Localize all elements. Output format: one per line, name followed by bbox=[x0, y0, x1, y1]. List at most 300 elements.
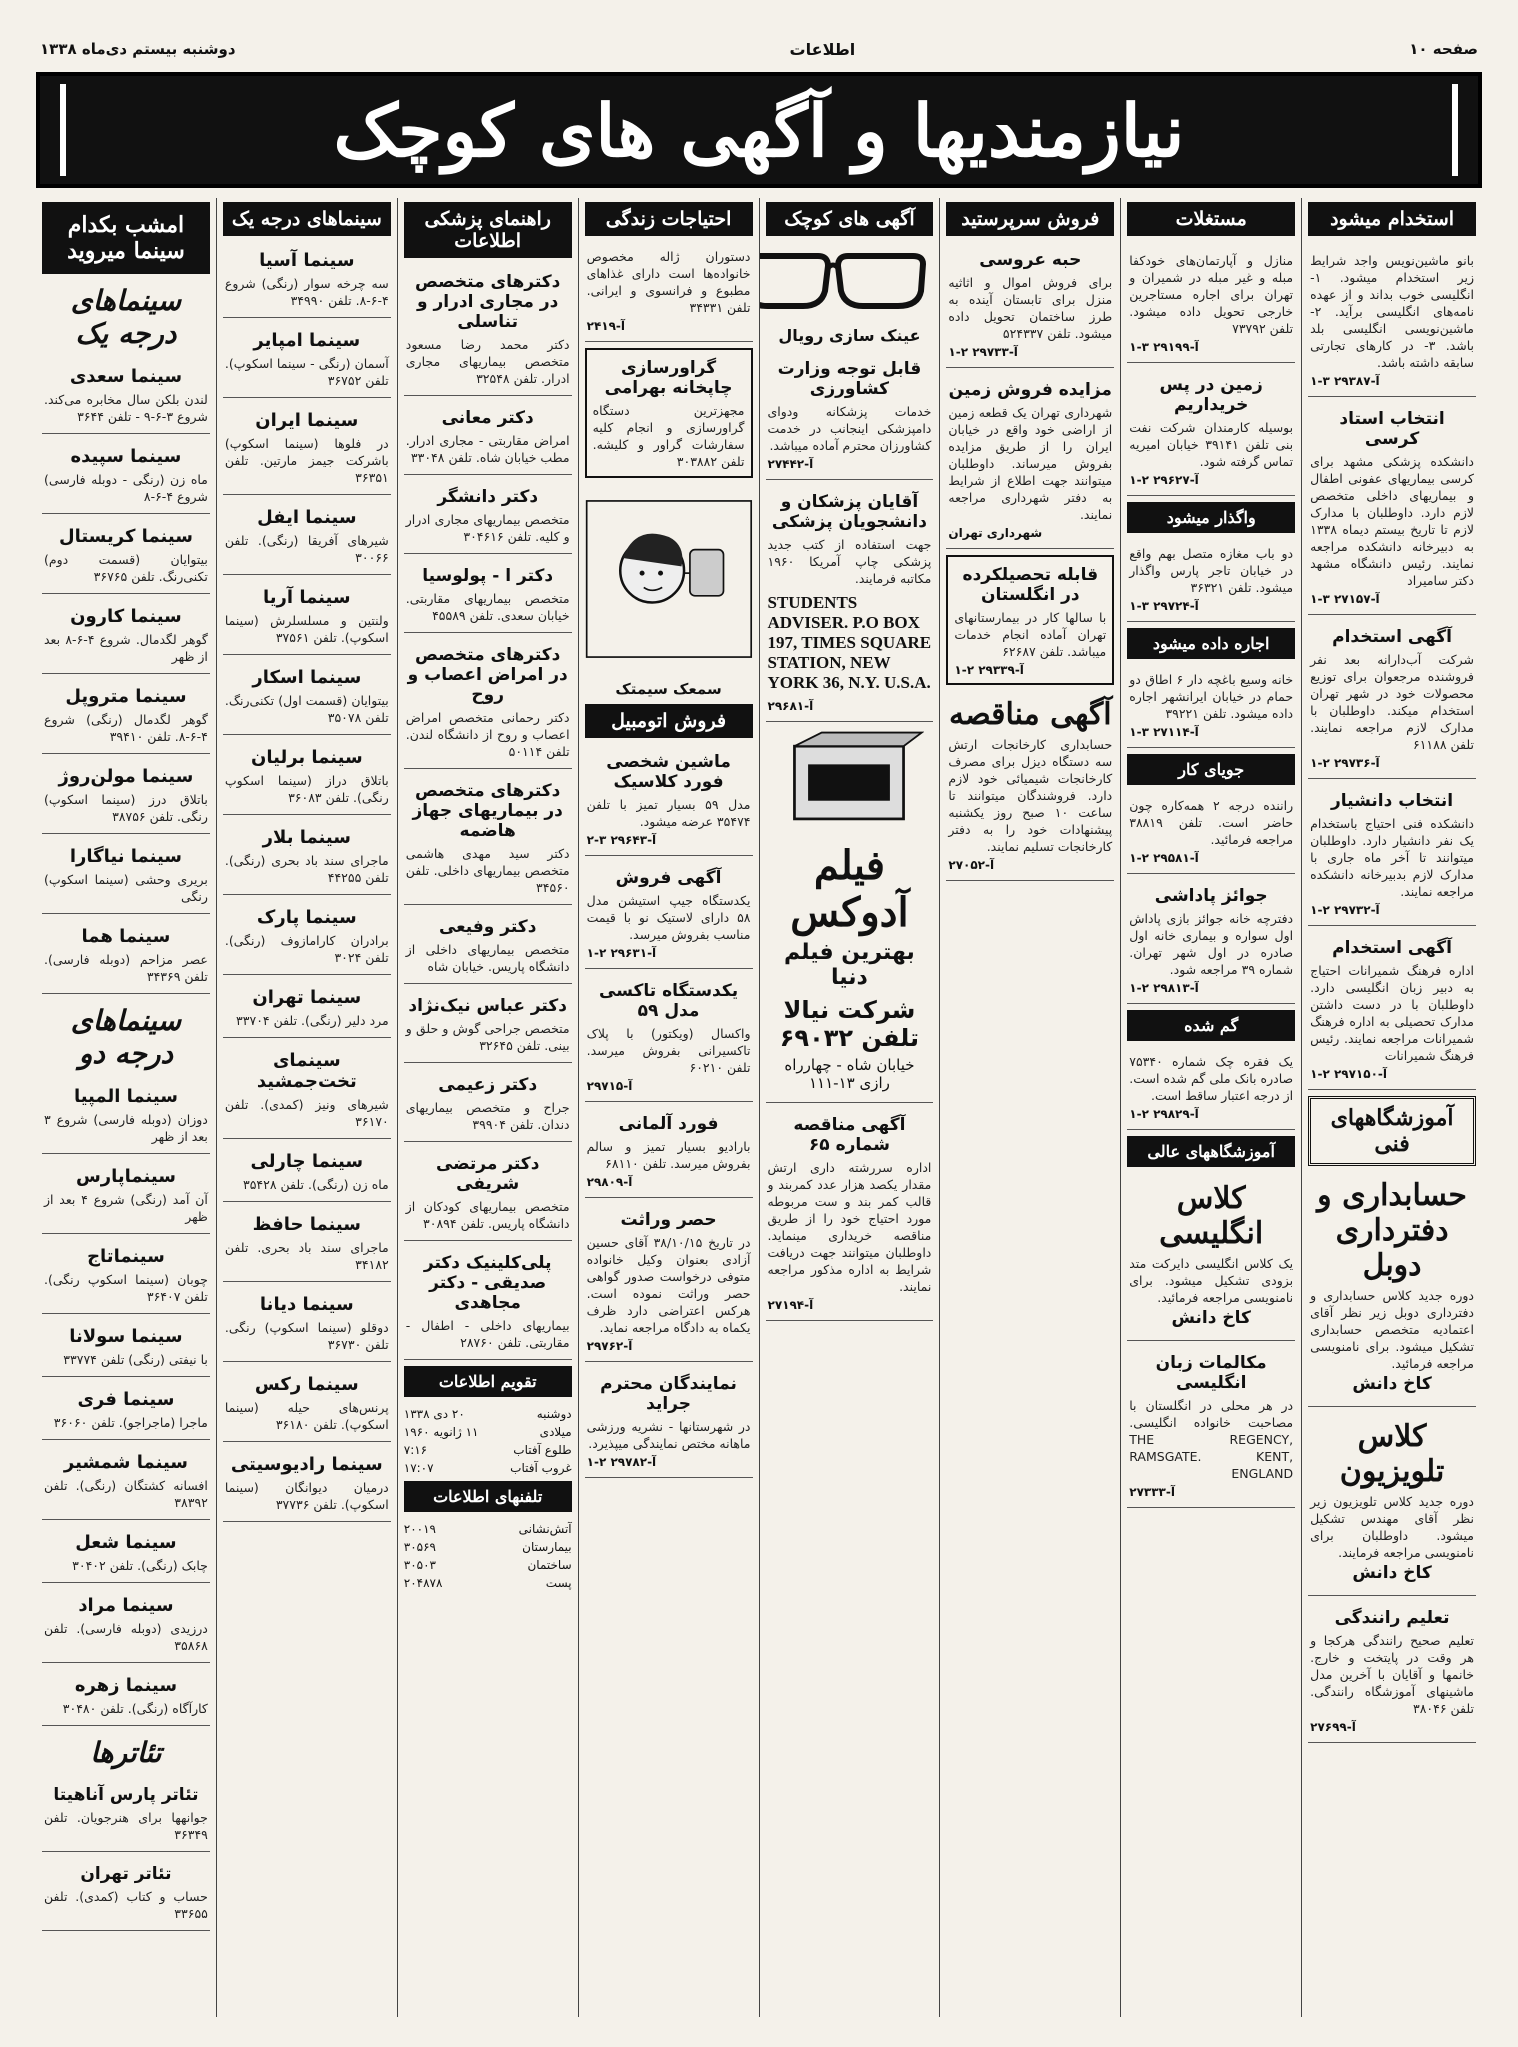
doctor-listing bbox=[404, 990, 572, 1063]
ad-number: آ-۲۹۷۳۲ ۲-۱ bbox=[1310, 903, 1380, 917]
theatres-header: تئاترها bbox=[90, 1736, 162, 1769]
ad-body: بارادیو بسیار تمیز و سالم بفروش میرسد. تلفن ۶۸۱۱۰ bbox=[586, 1139, 751, 1171]
cinema-name: سینما شمشیر bbox=[63, 1452, 188, 1473]
cinema-details: ماجرا (ماجراجو). تلفن ۳۶۰۶۰ bbox=[53, 1415, 208, 1430]
phone-row bbox=[404, 1574, 572, 1592]
classified-ad bbox=[1127, 667, 1295, 748]
doctor-name: دکتر ا - پولوسیا bbox=[422, 566, 554, 586]
classified-ad bbox=[946, 374, 1114, 549]
cinema-name: سینما بلار bbox=[262, 827, 351, 848]
cinema-listing bbox=[223, 244, 391, 318]
cinema-name: سینمای تخت‌جمشید bbox=[256, 1050, 357, 1092]
column-cinemas-one bbox=[216, 198, 397, 2017]
ad-title: آگهی مناقصه شماره ۶۵ bbox=[793, 1115, 906, 1155]
banner-decoration bbox=[60, 84, 66, 176]
column-necessities bbox=[578, 198, 759, 2017]
ad-number: آ-۲۷۱۹۴ bbox=[767, 1298, 814, 1312]
cinema-details: کارآگاه (رنگی). تلفن ۳۰۴۸۰ bbox=[62, 1701, 208, 1716]
ad-title: قابله تحصیلکرده در انگلستان bbox=[962, 565, 1099, 605]
ad-number: آ-۲۷۰۵۲ bbox=[948, 858, 995, 872]
ad-number: آ-۲۹۶۴۳ ۳-۲ bbox=[586, 833, 657, 847]
doctor-details: امراض مقاربتی - مجاری ادرار. مطب خیابان شاه. تلفن ۳۳۰۴۸ bbox=[405, 433, 570, 465]
cinema-listing bbox=[42, 1080, 210, 1154]
ad-number: آ-۲۹۸۱۳ ۲-۱ bbox=[1129, 981, 1199, 995]
doctor-name: پلی‌کلینیک دکتر صدیقی - دکتر مجاهدی bbox=[423, 1253, 552, 1313]
ad-title: قابل توجه وزارت کشاورزی bbox=[777, 359, 922, 399]
cinema-listing bbox=[42, 1320, 210, 1377]
ad-body: مجهزترین دستگاه گراورسازی و انجام کلیه سفارشات گراور و کلیشه. تلفن ۳۰۳۸۸۲ bbox=[592, 403, 745, 469]
ad-body: تعلیم صحیح رانندگی هرکجا و هر وقت در پایتخت و خارج. خانمها و آقایان با آخرین مدل ماشینهای آموزشگاه رانندگی. تلفن ۳۸۰۴۶ bbox=[1310, 1633, 1474, 1716]
cinema-name: سینما ایفل bbox=[257, 507, 357, 528]
column-real-estate bbox=[1120, 198, 1301, 2017]
cinema-name: سینما المپیا bbox=[73, 1086, 178, 1107]
cinema-details: پرنس‌های حیله (سینما اسکوپ). تلفن ۳۶۱۸۰ bbox=[224, 1400, 389, 1432]
column-small-ads bbox=[759, 198, 940, 2017]
theatre-name: تئاتر پارس آناهیتا bbox=[53, 1785, 199, 1805]
doctor-name: دکتر وفیعی bbox=[438, 917, 537, 937]
ad-body: شهرداری تهران یک قطعه زمین از اراضی خود واقع در خیابان ایران را از طریق مزایده بفروش میرساند. داوطلبان میتوانند جهت اطلاع از شرایط به دفتر شهرداری مراجعه نمایند. bbox=[948, 405, 1113, 522]
cinema-name: سینما رکس bbox=[254, 1374, 359, 1395]
film-company: شرکت نیالا تلفن ۶۹۰۳۲ bbox=[779, 996, 920, 1052]
cinema-details: دوقلو (سینما اسکوپ) رنگی. تلفن ۳۶۷۳۰ bbox=[224, 1320, 389, 1352]
cinema-details: گوهر لگدمال. شروع ۴-۶-۸ بعد از ظهر bbox=[44, 632, 208, 664]
cinema-listing bbox=[223, 581, 391, 655]
cinema-listing bbox=[42, 600, 210, 674]
doctor-details: جراح و متخصص بیماریهای دندان. تلفن ۳۹۹۰۴ bbox=[405, 1100, 570, 1132]
cinema-name: سینما مولن‌روژ bbox=[58, 766, 194, 787]
lost-header: گم شده bbox=[1127, 1010, 1295, 1041]
film-brand: فیلم آدوکس bbox=[790, 842, 909, 936]
classified-ad bbox=[585, 348, 753, 478]
cinema-name: سینما رادیوسیتی bbox=[230, 1454, 383, 1475]
theatre-listing bbox=[42, 1779, 210, 1852]
calendar-header: تقویم اطلاعات bbox=[404, 1366, 572, 1397]
doctor-listing bbox=[404, 266, 572, 396]
phone-row bbox=[404, 1556, 572, 1574]
cinema-listing bbox=[223, 661, 391, 735]
ad-body: خانه وسیع باغچه دار ۶ اطاق دو حمام در خیابان ایرانشهر اجاره داده میشود. تلفن ۳۹۲۲۱ bbox=[1129, 672, 1294, 721]
ad-title: یکدستگاه تاکسی مدل ۵۹ bbox=[599, 981, 739, 1021]
ad-body: حسابداری کارخانجات ارتش سه دستگاه دیزل برای مصرف کارخانجات شیمیائی خود لازم دارد. فروشندگان میتوانند تا ساعت ۱۰ صبح روز یکشنبه پیشنهادات خود را به دفتر کارخانجات تسلیم نمایند. bbox=[948, 737, 1113, 854]
doctor-details: دکتر رحمانی متخصص امراض اعصاب و روح از دانشگاه لندن. تلفن ۵۰۱۱۴ bbox=[405, 710, 570, 759]
cinema-details: لندن بلکن سال مخابره می‌کند. شروع ۳-۶-۹ - تلفن ۳۶۴۴ bbox=[44, 392, 208, 424]
doctor-name: دکتر دانشگر bbox=[437, 487, 539, 507]
ad-body: واکسال (ویکتور) با پلاک تاکسیرانی بفروش میرسد. تلفن ۶۰۲۱۰ bbox=[586, 1026, 751, 1075]
cinema-listing bbox=[223, 1145, 391, 1202]
cinema-details: با نیفتی (رنگی) تلفن ۳۳۷۷۴ bbox=[63, 1352, 208, 1367]
calendar-row bbox=[404, 1405, 572, 1423]
cinema-name: سینماپارس bbox=[75, 1166, 176, 1187]
classified-ad bbox=[946, 691, 1114, 881]
cinema-details: چابک (رنگی). تلفن ۳۰۴۰۲ bbox=[72, 1558, 208, 1573]
ad-number: آ-۲۷۳۳۳ bbox=[1129, 1485, 1175, 1499]
school-ad bbox=[1127, 1175, 1295, 1341]
ad-number: آ-۲۹۸۰۹ bbox=[586, 1175, 633, 1189]
lease-header: اجاره داده میشود bbox=[1127, 628, 1295, 659]
cinema-details: شیرهای آفریقا (رنگی). تلفن ۳۰۰۶۶ bbox=[224, 533, 389, 565]
cinema-listing bbox=[223, 901, 391, 975]
classified-ad bbox=[1127, 541, 1295, 622]
classified-ad bbox=[1308, 932, 1476, 1090]
cinema-name: سینما تهران bbox=[252, 987, 362, 1008]
doctor-listing bbox=[404, 1069, 572, 1142]
cinema-listing bbox=[42, 1160, 210, 1234]
cinema-details: چوبان (سینما اسکوپ رنگی). تلفن ۳۶۴۰۷ bbox=[44, 1272, 208, 1304]
cinema-listing bbox=[223, 821, 391, 895]
doctor-listing bbox=[404, 1247, 572, 1360]
ad-title: کلاس تلویزیون bbox=[1339, 1419, 1445, 1489]
calendar-key: میلادی bbox=[539, 1425, 572, 1439]
ad-title: آگهی فروش bbox=[615, 868, 722, 888]
cinema-name: سینما ایران bbox=[255, 410, 359, 431]
doctor-listing bbox=[404, 1148, 572, 1241]
phone-row bbox=[404, 1538, 572, 1556]
classified-ad bbox=[1308, 403, 1476, 615]
classified-ad bbox=[585, 862, 753, 969]
calendar-key: دوشنبه bbox=[536, 1407, 572, 1421]
doctor-listing bbox=[404, 775, 572, 905]
doctor-details: دکتر محمد رضا مسعود متخصص بیماریهای مجاری ادرار. تلفن ۳۲۵۴۸ bbox=[405, 337, 570, 386]
cinema-listing bbox=[223, 324, 391, 398]
cinema-name: سینما آسیا bbox=[259, 250, 355, 271]
cinema-name: سینما شعل bbox=[75, 1532, 177, 1553]
cinema-listing bbox=[42, 1526, 210, 1583]
cinema-details: درمیان دیوانگان (سینما اسکوپ). تلفن ۳۷۷۳۶ bbox=[224, 1480, 389, 1512]
ad-title: حصر وراثت bbox=[620, 1210, 717, 1230]
doctor-name: دکتر معانی bbox=[441, 408, 534, 428]
doctor-details: متخصص بیماریهای کودکان از دانشگاه پاریس. تلفن ۳۰۸۹۴ bbox=[405, 1199, 570, 1231]
ad-title: انتخاب دانشیار bbox=[1330, 791, 1454, 811]
cinemas-one-header: سینماهای درجه یک bbox=[223, 202, 391, 236]
ad-body: بانو ماشین‌نویس واجد شرایط زیر استخدام میشود. ۱- انگلیسی خوب بداند و از عهده نامه‌های انگلیسی برآید. ۲- ماشین‌نویسی انگلیسی بلد باشد. ۳- در کارهای تجارتی سابقه داشته باشد. bbox=[1310, 253, 1474, 370]
classified-ad bbox=[1127, 1049, 1295, 1130]
cinema-details: باتلاق درز (سینما اسکوپ) رنگی. تلفن ۳۸۷۵۶ bbox=[44, 792, 208, 824]
doctor-details: متخصص بیماریهای مقاربتی. خیابان سعدی. تلفن ۴۵۵۸۹ bbox=[405, 591, 570, 623]
film-advert bbox=[766, 832, 934, 1103]
classified-columns bbox=[36, 198, 1482, 2017]
doctor-details: دکتر سید مهدی هاشمی متخصص بیماریهای داخلی. تلفن ۳۴۵۶۰ bbox=[405, 846, 570, 895]
higher-schools-header: آموزشگاههای عالی bbox=[1127, 1136, 1295, 1167]
ad-body: اداره فرهنگ شمیرانات احتیاج به دبیر زبان انگلیسی دارد. داوطلبان با در دست داشتن مدارک تحصیلی به اداره فرهنگ شمیرانات مراجعه نمایند. رئیس فرهنگ شمیرانات bbox=[1310, 963, 1474, 1063]
ad-number: آ-۲۹۷۱۵۰ ۲-۱ bbox=[1310, 1067, 1387, 1081]
school-ad bbox=[1127, 1347, 1295, 1508]
cinema-name: سینما سولانا bbox=[69, 1326, 183, 1347]
cinema-details: برادران کارامازوف (رنگی). تلفن ۳۰۲۴ bbox=[224, 933, 389, 965]
calendar-row bbox=[404, 1441, 572, 1459]
ad-body: مدل ۵۹ بسیار تمیز با تلفن ۳۵۴۷۴ عرضه میشود. bbox=[586, 797, 751, 829]
ad-title: حسابداری و دفترداری دوبل bbox=[1317, 1178, 1467, 1283]
ad-title: مکالمات زبان انگلیسی bbox=[1155, 1353, 1267, 1393]
cinema-name: سینما فری bbox=[77, 1389, 175, 1410]
ad-signature: کاخ دانش bbox=[1171, 1308, 1251, 1328]
real-estate-header: مستغلات bbox=[1127, 202, 1295, 236]
cinema-listing bbox=[223, 1448, 391, 1522]
ad-number: آ-۲۹۷۳۳ ۲-۱ bbox=[948, 345, 1018, 359]
ad-number: آ-۲۹۳۳۹ ۲-۱ bbox=[954, 663, 1024, 677]
tonight-title: امشب بکدام سینما میروید bbox=[42, 202, 210, 274]
theatre-details: حساب و کتاب (کمدی). تلفن ۳۳۶۵۵ bbox=[44, 1889, 208, 1921]
hearing-aid-caption: سمعک سیمتک bbox=[615, 680, 722, 698]
ad-body: شرکت آب‌دارانه بعد نفر فروشنده مرجعوان برای توزیع محصولات خود در شهر تهران استخدام میکند. داوطلبان با مدارک لازم مراجعه نمایند. تلفن ۶۱۱۸۸ bbox=[1310, 652, 1474, 752]
cinema-name: سینما اسکار bbox=[252, 667, 362, 688]
ad-title: آقایان پزشکان و دانشجویان پزشکی bbox=[771, 492, 927, 532]
doctor-name: دکتر زعیمی bbox=[438, 1075, 538, 1095]
column-sales bbox=[939, 198, 1120, 2017]
classified-ad bbox=[1308, 621, 1476, 779]
necessities-header: احتیاجات زندگی bbox=[585, 202, 753, 236]
cinema-name: سینماتاج bbox=[87, 1246, 165, 1267]
small-ads-header: آگهی های کوچک bbox=[766, 202, 934, 236]
tender-ad bbox=[766, 1109, 934, 1321]
cinema-listing bbox=[42, 840, 210, 914]
cinema-details: آسمان (رنگی - سینما اسکوپ). تلفن ۳۶۷۵۲ bbox=[224, 356, 389, 388]
film-box-icon bbox=[774, 728, 924, 828]
cinema-details: بیتوایان (قسمت اول) تکنی‌رنگ. تلفن ۳۵۰۷۸ bbox=[224, 693, 389, 725]
cinema-name: سینما کریستال bbox=[58, 526, 193, 547]
doctor-listing bbox=[404, 911, 572, 984]
cinema-listing bbox=[42, 520, 210, 594]
phone-row bbox=[404, 1520, 572, 1538]
phone-label: آتش‌نشانی bbox=[518, 1522, 572, 1536]
classified-ad bbox=[946, 244, 1114, 368]
ad-body: یک فقره چک شماره ۷۵۳۴۰ صادره بانک ملی گم شده است. از درجه اعتبار ساقط است. bbox=[1129, 1054, 1294, 1103]
doctor-details: متخصص بیماریهای داخلی از دانشگاه پاریس. خیابان شاه bbox=[405, 942, 570, 974]
ad-body: منازل و آپارتمان‌های خودکفا مبله و غیر مبله در شمیران و تهران برای اجاره مستاجرین خارجی تحویل داده میشود. تلفن ۷۳۷۹۲ bbox=[1129, 253, 1294, 336]
column-medical-guide bbox=[397, 198, 578, 2017]
cinema-details: بیتوایان (قسمت دوم) تکنی‌رنگ. تلفن ۳۶۷۶۵ bbox=[44, 552, 208, 584]
issue-date: دوشنبه بیستم دی‌ماه ۱۳۳۸ bbox=[40, 40, 236, 58]
cinema-name: سینما پارک bbox=[256, 907, 357, 928]
ad-body: در شهرستانها - نشریه ورزشی ماهانه مختص نمایندگی میپذیرد. bbox=[586, 1419, 751, 1451]
ad-number: آ-۲۴۱۹ bbox=[586, 319, 626, 333]
ad-number: آ-۲۹۶۳۱ ۲-۱ bbox=[586, 946, 657, 960]
cinema-listing bbox=[223, 741, 391, 815]
cinema-name: سینما آریا bbox=[263, 587, 351, 608]
ad-number: آ-۲۹۱۹۹ ۳-۱ bbox=[1129, 340, 1199, 354]
calendar-table bbox=[404, 1405, 572, 1477]
second-class-cinemas-header: سینماهای درجه دو bbox=[70, 1004, 182, 1070]
cinema-listing bbox=[42, 1589, 210, 1663]
ad-body: در هر محلی در انگلستان با مصاحبت خانواده انگلیسی. THE REGENCY, RAMSGATE. KENT, ENGLAND bbox=[1129, 1398, 1294, 1481]
hearing-aid-illustration bbox=[585, 484, 753, 674]
doctor-name: دکتر مرتضی شریفی bbox=[435, 1154, 540, 1194]
ad-body: در تاریخ ۳۸/۱۰/۱۵ آقای حسین آزادی بعنوان وکیل خانواده متوفی درخواست صدور گواهی حصر وراثت نموده است. هرکس اعتراضی دارد ظرف یکماه به دادگاه مراجعه نماید. bbox=[586, 1235, 751, 1335]
ad-number: آ-۲۷۴۴۲ bbox=[767, 457, 814, 471]
cinema-details: شیرهای ونیز (کمدی). تلفن ۳۶۱۷۰ bbox=[224, 1097, 389, 1129]
phone-number: ۳۰۵۶۹ bbox=[403, 1540, 436, 1554]
cinema-listing bbox=[42, 1446, 210, 1520]
ad-title: مزایده فروش زمین bbox=[948, 380, 1112, 400]
ad-title: زمین در پس خریداریم bbox=[1159, 375, 1263, 415]
ad-body: دوره جدید کلاس حسابداری و دفترداری دوبل زیر نظر آقای اعتمادیه متخصص حسابداری تشکیل میشود. برای نامنویسی مراجعه فرمائید. bbox=[1310, 1288, 1474, 1371]
school-ad bbox=[1308, 1602, 1476, 1743]
ad-number: آ-۲۷۱۱۴ ۳-۱ bbox=[1129, 725, 1199, 739]
ad-body: یکدستگاه جیپ استیشن مدل ۵۸ دارای لاستیک نو با قیمت مناسب بفروش میرسد. bbox=[586, 893, 751, 942]
school-ad bbox=[1308, 1172, 1476, 1407]
cinema-details: گوهر لگدمال (رنگی) شروع ۴-۶-۸. تلفن ۳۹۴۱۰ bbox=[44, 712, 208, 744]
ad-title: آگهی استخدام bbox=[1332, 938, 1453, 958]
doctor-listing bbox=[404, 639, 572, 769]
ad-title: کلاس انگلیسی bbox=[1159, 1181, 1264, 1251]
cinema-listing bbox=[42, 440, 210, 514]
cinema-details: ماجرای سند باد بحری (رنگی). تلفن ۴۴۲۵۵ bbox=[224, 853, 389, 885]
theatre-listing bbox=[42, 1858, 210, 1931]
technical-schools-header: آموزشگاههای فنی bbox=[1308, 1096, 1476, 1166]
glasses-caption: عینک سازی رویال bbox=[778, 326, 921, 345]
ad-title: انتخاب استاد کرسی bbox=[1339, 409, 1445, 449]
cinema-name: سینما دیانا bbox=[259, 1294, 354, 1315]
banner-decoration bbox=[1452, 84, 1458, 176]
cinema-name: سینما حافظ bbox=[252, 1214, 361, 1235]
cinema-name: سینما سعدی bbox=[69, 366, 183, 387]
school-ad bbox=[1308, 1413, 1476, 1596]
cinema-details: افسانه کشتگان (رنگی). تلفن ۳۸۳۹۲ bbox=[44, 1478, 208, 1510]
ad-title: جوائز پاداشی bbox=[1154, 886, 1268, 906]
classified-ad bbox=[1127, 244, 1295, 363]
phone-number: ۳۰۵۰۳ bbox=[403, 1558, 436, 1572]
ad-body: راننده درجه ۲ همه‌کاره چون حاضر است. تلفن ۳۸۸۱۹ مراجعه فرمائید. bbox=[1129, 798, 1294, 847]
ad-body: دانشکده پزشکی مشهد برای کرسی بیماریهای عفونی اطفال و بیماریهای داخلی متخصص لازم دارد. داوطلبان با مدارک لازم تا تاریخ بیستم دیماه ۱۳۳۸ به دبیرخانه دانشکده مراجعه نمایند. رئیس دانشگاه مشهد دکتر سامیراد bbox=[1310, 454, 1474, 588]
doctor-listing bbox=[404, 481, 572, 554]
ad-number: شهرداری تهران bbox=[948, 526, 1043, 540]
calendar-value: ۱۱ ژانویه ۱۹۶۰ bbox=[403, 1425, 479, 1439]
classified-ad bbox=[585, 244, 753, 342]
doctor-name: دکتر عباس نیک‌نژاد bbox=[408, 996, 567, 1016]
page-number: صفحه ۱۰ bbox=[1409, 40, 1478, 58]
classified-ad bbox=[1127, 880, 1295, 1004]
phones-header: تلفنهای اطلاعات bbox=[404, 1481, 572, 1512]
ad-title: ماشین شخصی فورد کلاسیک bbox=[606, 752, 731, 792]
cinema-listing bbox=[223, 1208, 391, 1282]
ad-number: آ-۲۹۶۲۷ ۲-۱ bbox=[1129, 473, 1199, 487]
calendar-key: غروب آفتاب bbox=[510, 1461, 572, 1475]
ad-body: دوره جدید کلاس تلویزیون زیر نظر آقای مهندس تشکیل میشود. داوطلبان برای نامنویسی مراجعه فرمایند. bbox=[1310, 1494, 1474, 1560]
ad-body: یک کلاس انگلیسی دایرکت متد بزودی تشکیل میشود. برای نامنویسی مراجعه فرمائید. bbox=[1129, 1256, 1294, 1305]
doctor-name: دکترهای متخصص در بیماریهای جهاز هاضمه bbox=[412, 781, 563, 841]
cinema-details: بریری وحشی (سینما اسکوپ) رنگی bbox=[44, 872, 208, 904]
theatre-details: جوانهها برای هنرجویان. تلفن ۳۶۳۴۹ bbox=[44, 1810, 208, 1842]
cinema-name: سینما کارون bbox=[70, 606, 182, 627]
employment-header: استخدام میشود bbox=[1308, 202, 1476, 236]
sales-header: فروش سرپرستید bbox=[946, 202, 1114, 236]
doctor-listing bbox=[404, 402, 572, 475]
theatre-name: تئاتر تهران bbox=[80, 1864, 172, 1884]
cinema-listing bbox=[223, 501, 391, 575]
phone-label: پست bbox=[545, 1576, 572, 1590]
representatives-notice bbox=[585, 1368, 753, 1478]
for-rent-header: واگذار میشود bbox=[1127, 502, 1295, 533]
cinema-listing bbox=[42, 360, 210, 434]
cinema-name: سینما سپیده bbox=[70, 446, 182, 467]
film-address: خیابان شاه - چهارراه رازی ۱۳-۱۱۱ bbox=[784, 1056, 915, 1092]
doctor-details: متخصص بیماریهای مجاری ادرار و کلیه. تلفن ۳۰۴۶۱۶ bbox=[405, 512, 570, 544]
phone-number: ۲۰۴۸۷۸ bbox=[403, 1576, 443, 1590]
ad-number: آ-۲۹۷۶۲ bbox=[586, 1339, 633, 1353]
ad-title: فورد آلمانی bbox=[618, 1114, 719, 1134]
cinema-details: باتلاق دراز (سینما اسکوپ رنگی). تلفن ۳۶۰۸۳ bbox=[224, 773, 389, 805]
cinema-details: ماه زن (رنگی). تلفن ۳۵۴۲۸ bbox=[242, 1177, 389, 1192]
classified-ad bbox=[766, 353, 934, 480]
ad-title: آگهی استخدام bbox=[1332, 627, 1453, 647]
ad-body: دانشکده فنی احتیاج باستخدام یک نفر دانشیار دارد. داوطلبان میتوانند تا آخر ماه جاری با مدارک لازم بدبیرخانه دانشکده مراجعه نمایند. bbox=[1310, 816, 1474, 899]
ad-title: حبه عروسی bbox=[979, 250, 1082, 270]
classifieds-banner bbox=[36, 72, 1482, 188]
cinema-listing bbox=[42, 680, 210, 754]
page-header bbox=[40, 38, 1478, 60]
cinema-listing bbox=[42, 1383, 210, 1440]
cinema-name: سینما متروپل bbox=[65, 686, 187, 707]
ad-number: آ-۲۹۷۱۵ bbox=[586, 1079, 633, 1093]
ad-body: خدمات پزشکانه ودوای دامپزشکی اینجانب در خدمت کشاورزان محترم آماده میباشد. bbox=[767, 404, 932, 453]
classified-ad bbox=[585, 975, 753, 1102]
ad-body: با سالها کار در بیمارستانهای تهران آماده انجام خدمات میباشد. تلفن ۶۲۶۸۷ bbox=[954, 610, 1107, 659]
cinema-details: سه چرخه سوار (رنگی) شروع ۴-۶-۸. تلفن ۳۴۹۹۰ bbox=[224, 276, 389, 308]
ad-body: دفترچه خانه جوائز بازی پاداش اول سواره و بیماری خانه اول صادره در اول شهر تهران. شماره ۳۹ مراجعه شود. bbox=[1129, 911, 1294, 977]
doctor-details: بیماریهای داخلی - اطفال - مقاربتی. تلفن ۲۸۷۶۰ bbox=[405, 1318, 570, 1350]
classified-ad bbox=[585, 1108, 753, 1198]
ad-title: نمایندگان محترم جراید bbox=[600, 1374, 737, 1414]
cinema-details: در فلوها (سینما اسکوپ) باشرکت جیمز مارتین. تلفن ۳۶۳۵۱ bbox=[224, 436, 389, 485]
cinema-name: سینما چارلی bbox=[250, 1151, 364, 1172]
cinema-name: سینما امپایر bbox=[253, 330, 361, 351]
cinema-listing bbox=[223, 981, 391, 1038]
ad-signature: کاخ دانش bbox=[1352, 1374, 1432, 1394]
ad-number: آ-۲۹۶۸۱ bbox=[767, 699, 814, 713]
ad-body: بوسیله کارمندان شرکت نفت بنی تلفن ۳۹۱۴۱ خیابان امیریه تماس گرفته شود. bbox=[1129, 420, 1294, 469]
ad-body: دستوران ژاله مخصوص خانواده‌ها است دارای غذاهای مطبوع و فرانسوی و ایرانی. تلفن ۳۴۳۳۱ bbox=[586, 249, 751, 315]
ad-title: تعلیم رانندگی bbox=[1334, 1608, 1450, 1628]
ad-number: آ-۲۹۸۲۹ ۲-۱ bbox=[1129, 1107, 1199, 1121]
job-seekers-header: جویای کار bbox=[1127, 754, 1295, 785]
cinema-name: سینما نیاگارا bbox=[69, 846, 182, 867]
ad-body: دو باب مغازه متصل بهم واقع در خیابان تاجر پارس واگذار میشود. تلفن ۳۶۳۲۱ bbox=[1129, 546, 1294, 595]
cinema-listing bbox=[42, 1240, 210, 1314]
eyeglasses-icon bbox=[759, 246, 934, 316]
medical-guide-header: راهنمای پزشکی اطلاعات bbox=[404, 202, 572, 258]
cinema-details: ماجرای سند باد بحری. تلفن ۳۴۱۸۲ bbox=[224, 1240, 389, 1272]
cinema-details: ولنتین و مسلسلرش (سینما اسکوپ). تلفن ۳۷۵۶۱ bbox=[224, 613, 389, 645]
ad-number: آ-۲۹۷۲۴ ۳-۱ bbox=[1129, 599, 1199, 613]
cinema-details: ماه زن (رنگی - دوبله فارسی) شروع ۴-۶-۸ bbox=[44, 472, 208, 504]
ad-body: برای فروش اموال و اثاثیه منزل برای تابستان آینده به طرز ساختمان تحویل داده میشود. تلفن ۵۲۴۳۳۷ bbox=[948, 275, 1113, 341]
phone-number: ۲۰۰۱۹ bbox=[403, 1522, 436, 1536]
first-class-cinemas-header: سینماهای درجه یک bbox=[70, 284, 182, 350]
cinema-listing bbox=[223, 1044, 391, 1139]
ad-number: آ-۲۹۷۸۲ ۲-۱ bbox=[586, 1455, 657, 1469]
inheritance-notice bbox=[585, 1204, 753, 1362]
phones-table bbox=[404, 1520, 572, 1592]
cinema-listing bbox=[223, 1368, 391, 1442]
ad-number: آ-۲۹۳۸۷ ۳-۱ bbox=[1310, 374, 1380, 388]
ad-title: گراورسازی چاپخانه بهرامی bbox=[604, 358, 733, 398]
phone-label: ساختمان bbox=[527, 1558, 572, 1572]
classified-ad bbox=[1308, 785, 1476, 926]
cinema-name: سینما زهره bbox=[74, 1675, 178, 1696]
cinema-listing bbox=[223, 1288, 391, 1362]
ad-title: آگهی مناقصه bbox=[949, 697, 1112, 732]
banner-title: نیازمندیها و آگهی های کوچک bbox=[333, 87, 1185, 173]
ad-body: جهت استفاده از کتب جدید پزشکی چاپ آمریکا ۱۹۶۰ مکاتبه فرمایند. bbox=[767, 537, 932, 586]
calendar-row bbox=[404, 1459, 572, 1477]
cinema-listing bbox=[42, 760, 210, 834]
ad-signature: کاخ دانش bbox=[1352, 1563, 1432, 1583]
calendar-key: طلوع آفتاب bbox=[513, 1443, 572, 1457]
cinema-details: عصر مزاحم (دوبله فارسی). تلفن ۳۴۳۶۹ bbox=[44, 952, 208, 984]
cinema-details: دوزان (دوبله فارسی) شروع ۳ بعد از ظهر bbox=[44, 1112, 208, 1144]
cinema-name: سینما هما bbox=[81, 926, 171, 947]
cinema-listing bbox=[42, 1669, 210, 1726]
classified-ad bbox=[946, 555, 1114, 685]
